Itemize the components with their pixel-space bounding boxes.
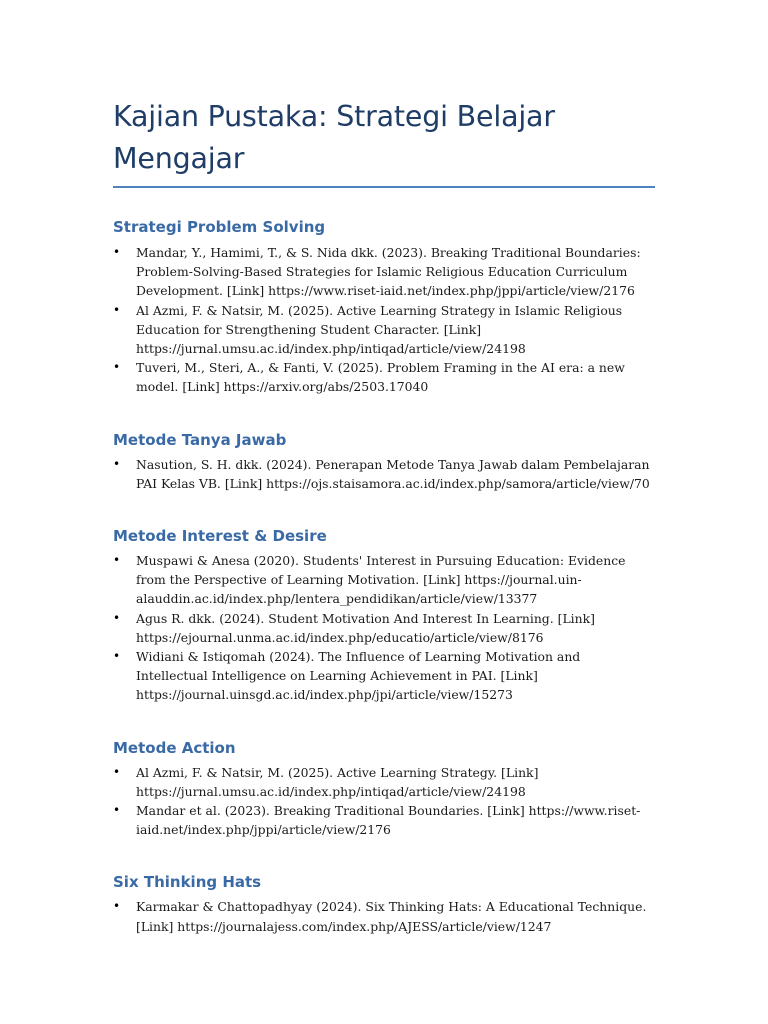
reference-item <box>113 609 655 647</box>
bullet-icon: • <box>113 899 121 914</box>
section-heading: Metode Action <box>113 738 236 757</box>
section-interest-desire <box>113 526 655 705</box>
bullet-icon: • <box>113 764 121 779</box>
section-heading: Strategi Problem Solving <box>113 218 326 236</box>
reference-list <box>113 243 655 397</box>
reference-list <box>113 551 655 705</box>
reference-text: Mandar, Y., Hamimi, T., & S. Nida dkk. (2023). Breaking Traditional Boundaries: Problem-Solving-Based Strategies for Islamic Religious Education Curriculum Development. [Link] https://www.riset-iaid.net/index.php/jppi/article/view/2176 <box>136 245 641 299</box>
section-six-thinking-hats <box>113 872 655 935</box>
section-heading: Metode Interest & Desire <box>113 527 327 546</box>
bullet-icon: • <box>113 302 121 317</box>
bullet-icon: • <box>113 456 121 471</box>
reference-item <box>113 301 655 359</box>
reference-text: Karmakar & Chattopadhyay (2024). Six Thinking Hats: A Educational Technique. [Link] https://journalajess.com/index.php/AJESS/article/view/1247 <box>136 899 647 934</box>
bullet-icon: • <box>113 553 121 568</box>
reference-item <box>113 551 655 609</box>
reference-text: Muspawi & Anesa (2020). Students' Interest in Pursuing Education: Evidence from the Perspective of Learning Motivation. [Link] https://journal.uin-alauddin.ac.id/index.php/lentera_pendidikan/article/view/13377 <box>136 553 626 607</box>
bullet-icon: • <box>113 245 121 259</box>
reference-list <box>113 897 655 935</box>
reference-item <box>113 801 655 839</box>
reference-item <box>113 358 655 396</box>
reference-text: Nasution, S. H. dkk. (2024). Penerapan Metode Tanya Jawab dalam Pembelajaran PAI Kelas VB. [Link] https://ojs.staisamora.ac.id/index.php/samora/article/view/70 <box>136 456 650 491</box>
section-heading: Metode Tanya Jawab <box>113 430 287 449</box>
reference-text: Widiani & Istiqomah (2024). The Influence of Learning Motivation and Intellectual Intelligence on Learning Achievement in PAI. [Link] https://journal.uinsgd.ac.id/index.php/jpi/article/view/15273 <box>136 649 581 703</box>
document-page <box>113 96 655 936</box>
bullet-icon: • <box>113 803 121 818</box>
reference-item <box>113 455 655 493</box>
bullet-icon: • <box>113 360 121 375</box>
reference-item <box>113 897 655 935</box>
bullet-icon: • <box>113 610 121 625</box>
bullet-icon: • <box>113 649 121 664</box>
section-problem-solving <box>113 217 655 397</box>
reference-text: Agus R. dkk. (2024). Student Motivation And Interest In Learning. [Link] https://ejournal.unma.ac.id/index.php/educatio/article/view/8176 <box>136 610 595 645</box>
reference-text: Tuveri, M., Steri, A., & Fanti, V. (2025). Problem Framing in the AI era: a new model. [Link] https://arxiv.org/abs/2503.17040 <box>136 360 625 395</box>
reference-list <box>113 763 655 840</box>
section-action <box>113 738 655 840</box>
reference-text: Al Azmi, F. & Natsir, M. (2025). Active Learning Strategy in Islamic Religious Education for Strengthening Student Character. [Link] https://jurnal.umsu.ac.id/index.php/intiqad/article/view/24198 <box>136 302 623 357</box>
reference-list <box>113 455 655 493</box>
reference-item <box>113 647 655 705</box>
section-tanya-jawab <box>113 430 655 493</box>
reference-item <box>113 243 655 301</box>
reference-item <box>113 763 655 801</box>
document-title: Kajian Pustaka: Strategi Belajar Mengajar <box>113 96 655 188</box>
section-heading: Six Thinking Hats <box>113 873 262 892</box>
reference-text: Al Azmi, F. & Natsir, M. (2025). Active Learning Strategy. [Link] https://jurnal.umsu.ac.id/index.php/intiqad/article/view/24198 <box>136 764 539 799</box>
reference-text: Mandar et al. (2023). Breaking Traditional Boundaries. [Link] https://www.riset-iaid.net/index.php/jppi/article/view/2176 <box>136 803 641 838</box>
